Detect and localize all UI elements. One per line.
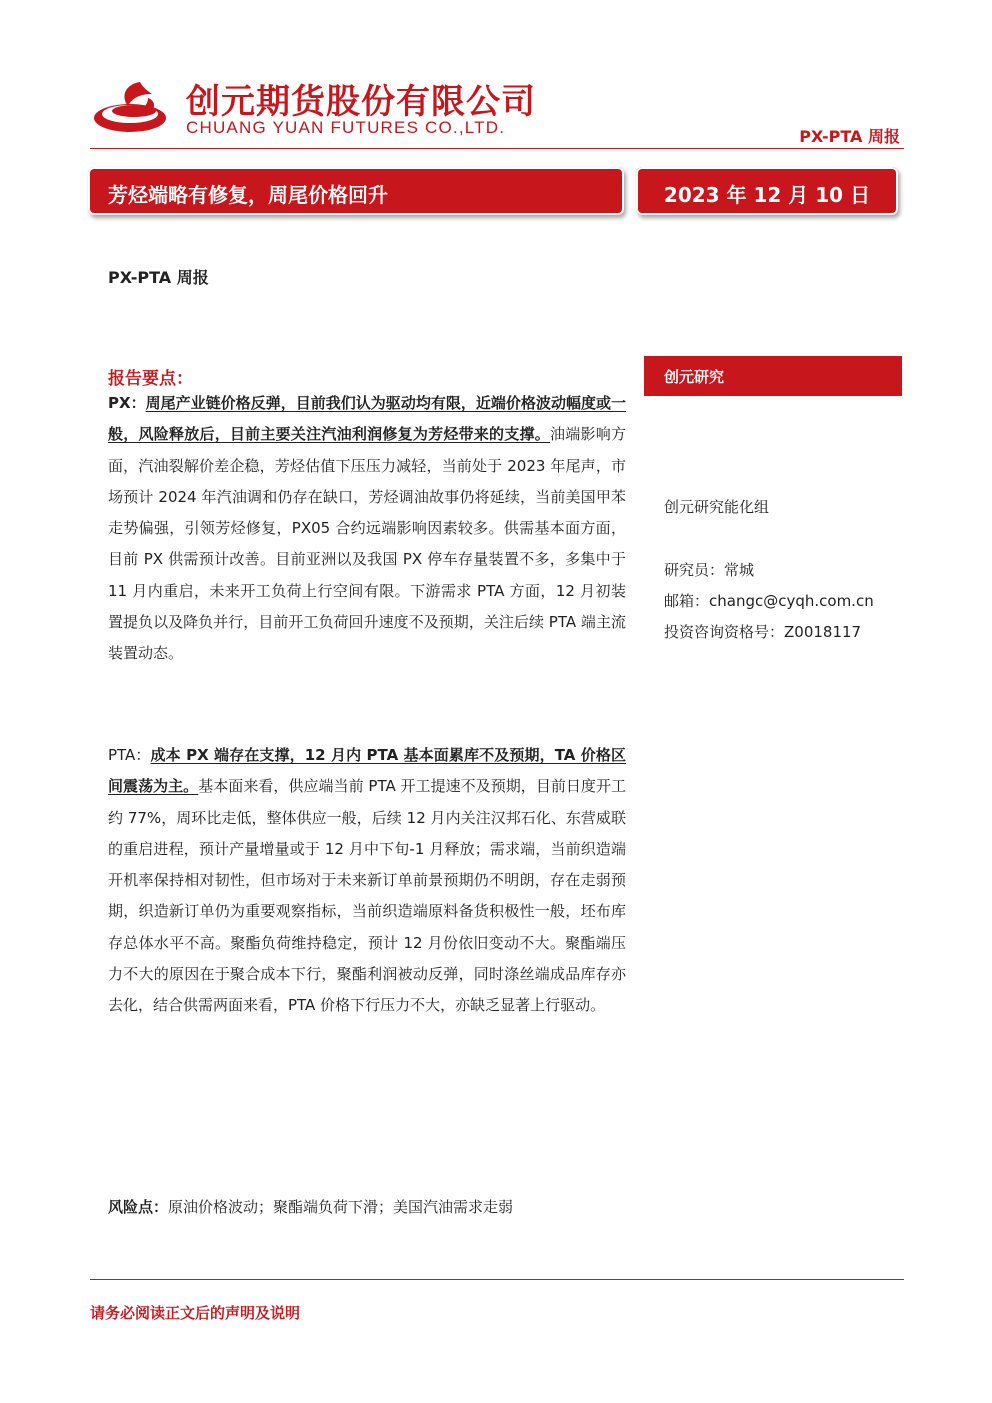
report-date: 2023 年 12 月 10 日 bbox=[663, 183, 871, 207]
company-name-en: CHUANG YUAN FUTURES CO.,LTD. bbox=[186, 118, 506, 137]
research-group: 创元研究能化组 bbox=[664, 498, 770, 516]
researcher-email: 邮箱：changc@cyqh.com.cn bbox=[664, 592, 874, 610]
risk-line bbox=[108, 1196, 513, 1217]
pta-label: PTA： bbox=[108, 746, 151, 764]
company-name-cn: 创元期货股份有限公司 bbox=[186, 82, 536, 122]
report-title: 芳烃端略有修复，周尾价格回升 bbox=[108, 183, 388, 207]
pta-summary: 成本 PX 端存在支撑，12 月内 PTA 基本面累库不及预期，TA 价格区间震荡为主。 bbox=[108, 746, 626, 796]
footer-disclaimer: 请务必阅读正文后的声明及说明 bbox=[90, 1304, 301, 1322]
px-label: PX： bbox=[108, 394, 146, 412]
pta-body: 基本面来看，供应端当前 PTA 开工提速不及预期，目前日度开工约 77%，周环比走低，整体供应一般，后续 12 月内关注汉邦石化、东营威联的重启进程，预计产量增量或于 12 月中下旬-1 月释放；需求端，当前织造端开机率保持相对韧性，但市场对于未来新订单前景预期仍不明朗，存在走弱预期，织造新订单仍为重要观察指标，当前织造端原料备货积极性一般，坯布库存总体水平不高。聚酯负荷维持稳定，预计 12 月份依旧变动不大。聚酯端压力不大的原因在于聚合成本下行，聚酯利润被动反弹，同时涤丝端成品库存亦去化，结合供需两面来看，PTA 价格下行压力不大，亦缺乏显著上行驱动。 bbox=[108, 777, 626, 1015]
researcher-license: 投资咨询资格号：Z0018117 bbox=[664, 623, 862, 641]
key-points-heading: 报告要点： bbox=[108, 369, 193, 389]
risk-text: 原油价格波动；聚酯端负荷下滑；美国汽油需求走弱 bbox=[168, 1198, 514, 1216]
header-report-type: PX-PTA 周报 bbox=[799, 127, 900, 146]
px-summary: 周尾产业链价格反弹，目前我们认为驱动均有限，近端价格波动幅度或一般，风险释放后，目前主要关注汽油利润修复为芳烃带来的支撑。 bbox=[108, 394, 626, 444]
pta-paragraph bbox=[108, 740, 626, 1022]
px-body: 油端影响方面，汽油裂解价差企稳，芳烃估值下压压力减轻，当前处于 2023 年尾声，市场预计 2024 年汽油调和仍存在缺口，芳烃调油故事仍将延续，当前美国甲苯走势偏强，引领芳烃修复，PX05 合约远端影响因素较多。供需基本面方面，目前 PX 供需预计改善。目前亚洲以及我国 PX 停车存量装置不多，多集中于 11 月内重启，未来开工负荷上行空间有限。下游需求 PTA 方面，12 月初装置提负以及降负并行，目前开工负荷回升速度不及预期，关注后续 PTA 端主流装置动态。 bbox=[108, 425, 626, 663]
sidebar-header-label: 创元研究 bbox=[664, 368, 725, 386]
risk-label: 风险点： bbox=[108, 1198, 169, 1216]
company-logo bbox=[90, 78, 176, 136]
researcher-name: 研究员：常城 bbox=[664, 561, 755, 579]
date-banner bbox=[636, 167, 898, 215]
report-type-label: PX-PTA 周报 bbox=[108, 268, 209, 287]
px-paragraph bbox=[108, 388, 626, 670]
footer-divider bbox=[90, 1279, 904, 1280]
title-banner bbox=[88, 167, 624, 215]
sidebar-header bbox=[644, 356, 902, 396]
header-divider bbox=[90, 148, 904, 149]
